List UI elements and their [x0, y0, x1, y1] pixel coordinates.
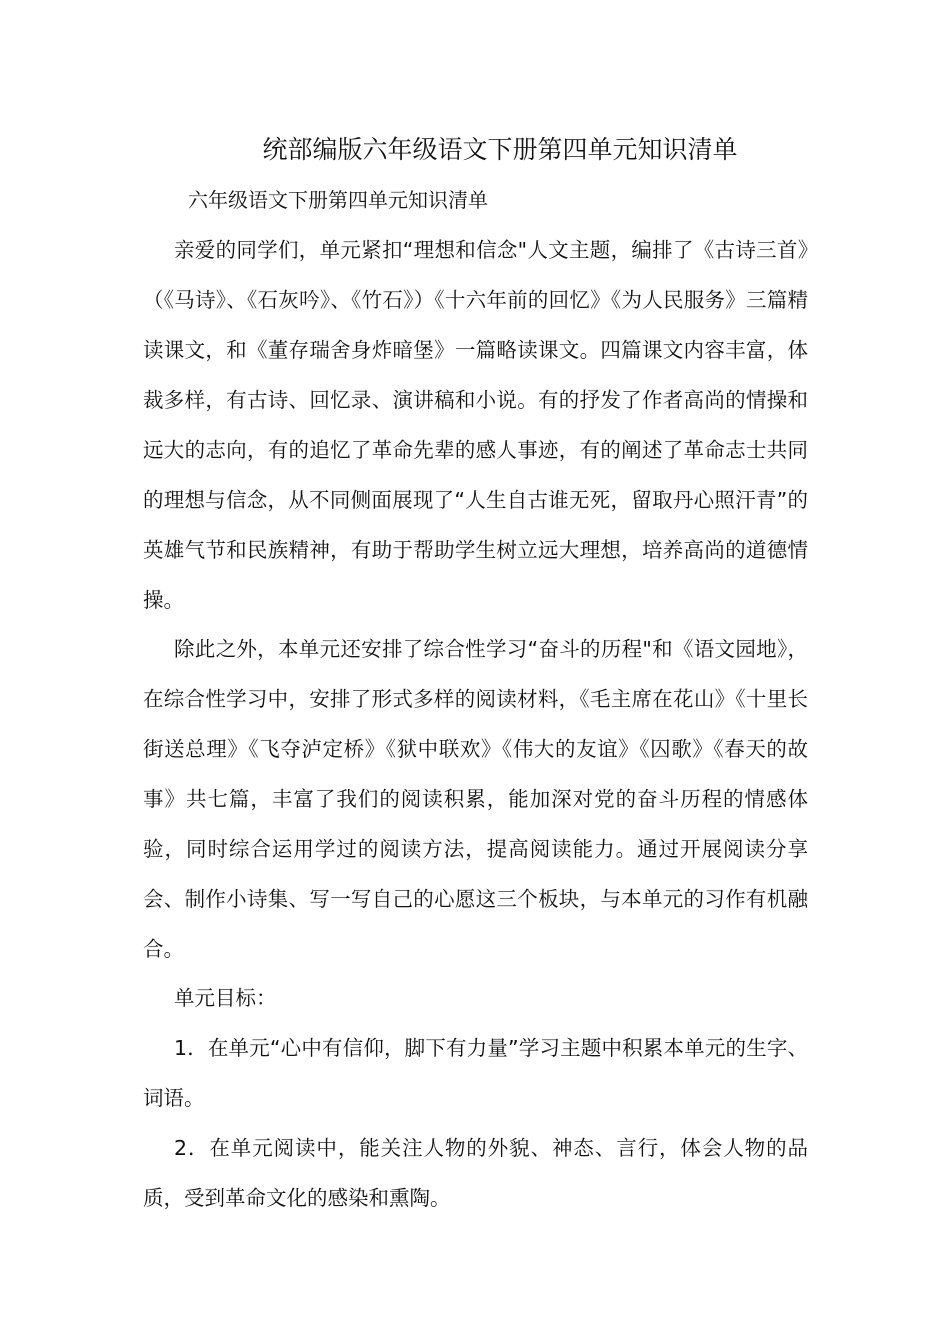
paragraph-additional: 除此之外，本单元还安排了综合性学习“奋斗的历程"和《语文园地》，在综合性学习中，安排了形式多样的阅读材料，《毛主席在花山》《十里长街送总理》《飞夺泸定桥》《狱中联欢》《伟大的友谊》《囚歌》《春天的故事》共七篇，丰富了我们的阅读积累，能加深对党的奋斗历程的情感体验，同时综合运用学过的阅读方法，提高阅读能力。通过开展阅读分享会、制作小诗集、写一写自己的心愿这三个板块，与本单元的习作有机融合。 — [143, 637, 808, 961]
document-subtitle: 六年级语文下册第四单元知识清单 — [188, 188, 488, 212]
paragraph-intro: 亲爱的同学们，单元紧扣“理想和信念"人文主题，编排了《古诗三首》（《马诗》、《石灰吟》、《竹石》）《十六年前的回忆》《为人民服务》三篇精读课文，和《董存瑞舍身炸暗堡》一篇略读课文。四篇课文内容丰富，体裁多样，有古诗、回忆录、演讲稿和小说。有的抒发了作者高尚的情操和远大的志向，有的追忆了革命先辈的感人事迹，有的阐述了革命志士共同的理想与信念，从不同侧面展现了“人生自古谁无死，留取丹心照汗青”的英雄气节和民族精神，有助于帮助学生树立远大理想，培养高尚的道德情操。 — [143, 238, 808, 612]
goal-item-1: 1．在单元“心中有信仰，脚下有力量”学习主题中积累本单元的生字、词语。 — [143, 1036, 808, 1110]
goal-item-2: 2．在单元阅读中，能关注人物的外貌、神态、言行，体会人物的品质，受到革命文化的感染和熏陶。 — [143, 1136, 808, 1210]
unit-goals-heading: 单元目标： — [174, 986, 277, 1010]
document-title: 统部编版六年级语文下册第四单元知识清单 — [262, 135, 738, 164]
